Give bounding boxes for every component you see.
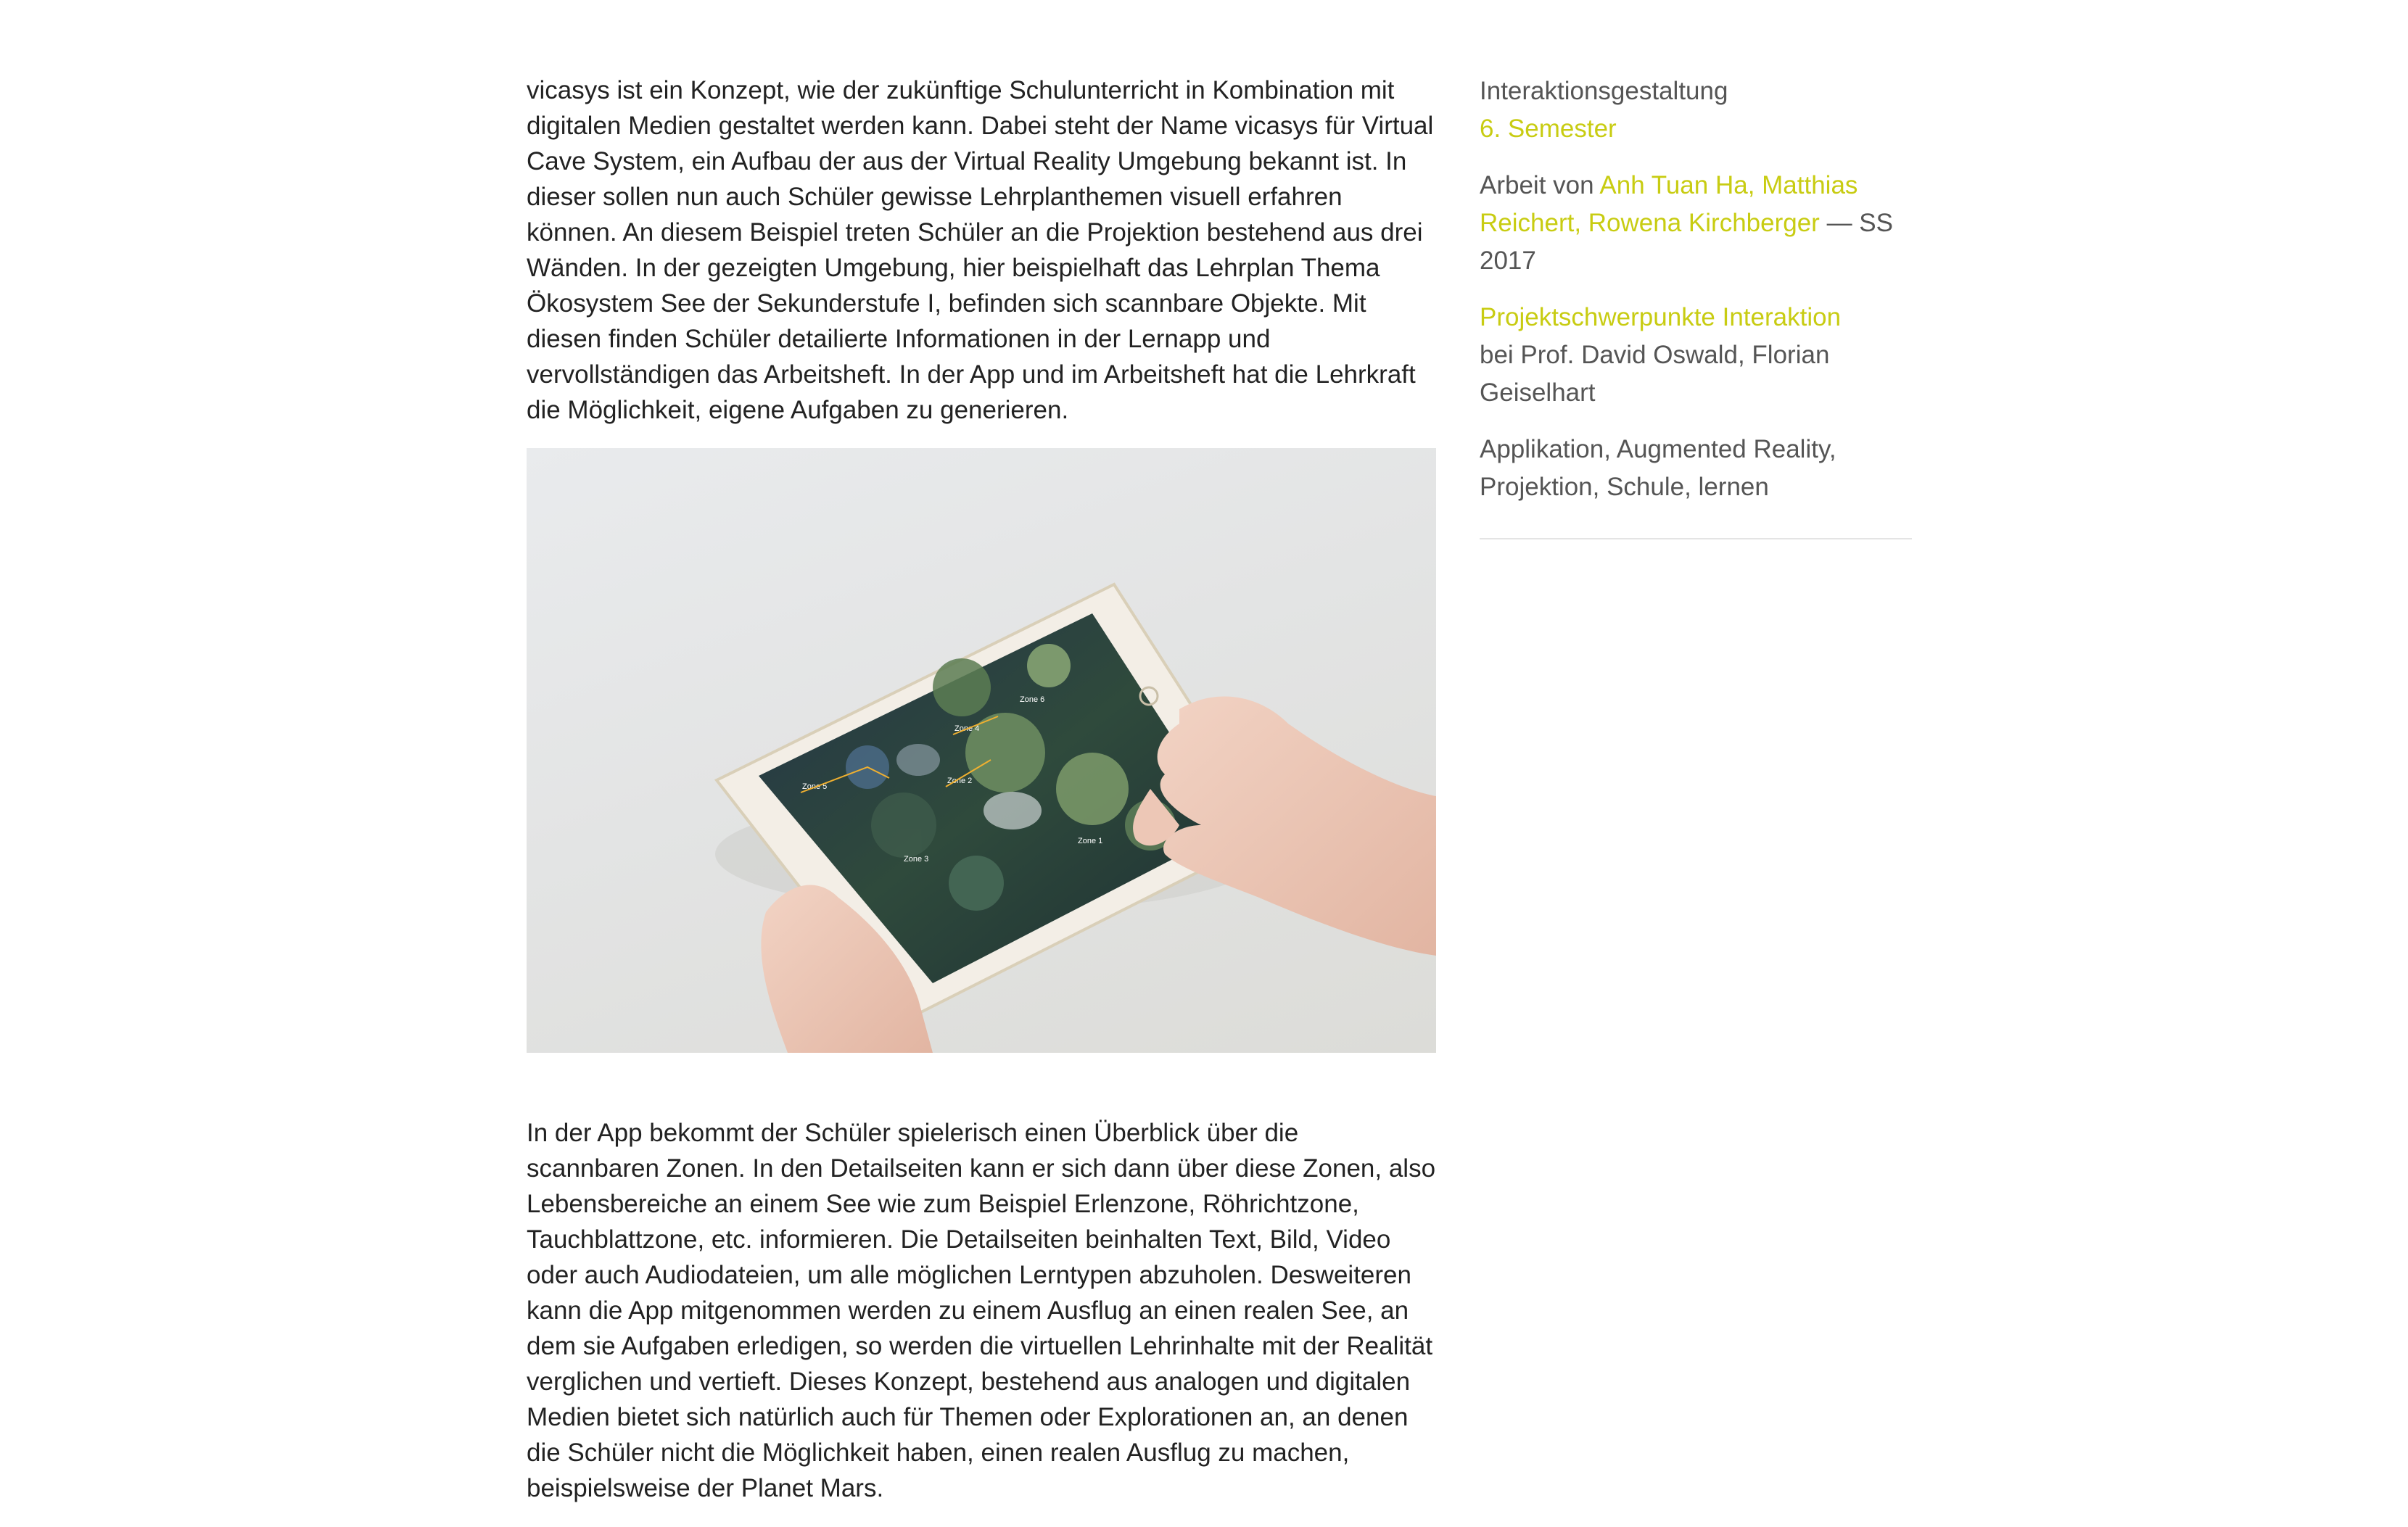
- work-by-label: Arbeit von: [1480, 171, 1594, 199]
- course-link[interactable]: Projektschwerpunkte Interaktion: [1480, 303, 1842, 331]
- teachers-label: bei Prof. David Oswald, Florian Geiselhart: [1480, 341, 1830, 407]
- second-paragraph: In der App bekommt der Schüler spielerisch einen Überblick über die scannbaren Zonen. In den Detailseiten kann er sich dann über diese Zonen, also Lebensbereiche an einem See wie zum Beispiel Erlenzone, Röhrichtzone, Tauchblattzone, etc. informieren. Die Detailseiten beinhalten Text, Bild, Video oder auch Audiodateien, um alle möglichen Lerntypen abzuholen. Desweiteren kann die App mitgenommen werden zu einem Ausflug an einen realen See, an dem sie Aufgaben erledigen, so werden die virtuellen Lehrinhalte mit der Realität verglichen und vertieft. Dieses Konzept, bestehend aus analogen und digitalen Medien bietet sich natürlich auch für Themen oder Explorationen an, an denen die Schüler nicht die Möglichkeit haben, einen realen Ausflug zu machen, beispielsweise der Planet Mars.: [527, 1119, 1436, 1502]
- tags: Applikation, Augmented Reality, Projektion, Schule, lernen: [1480, 435, 1836, 501]
- sidebar-divider: [1480, 538, 1912, 539]
- zone-label: Zone 2: [947, 777, 973, 785]
- semester-link[interactable]: 6. Semester: [1480, 115, 1617, 143]
- credits: [1480, 167, 1912, 280]
- study-info: [1480, 73, 1912, 148]
- project-main-content: [527, 73, 1436, 1506]
- zone-label: Zone 3: [904, 855, 929, 864]
- authors-link[interactable]: Anh Tuan Ha, Matthias Reichert, Rowena Kirchberger: [1480, 171, 1858, 237]
- zone-label: Zone 6: [1020, 695, 1045, 704]
- discipline-label: Interaktionsgestaltung: [1480, 77, 1728, 105]
- intro-paragraph: vicasys ist ein Konzept, wie der zukünftige Schulunterricht in Kombination mit digitalen Medien gestaltet werden kann. Dabei steht der Name vicasys für Virtual Cave System, ein Aufbau der aus der Virtual Reality Umgebung bekannt ist. In dieser sollen nun auch Schüler gewisse Lehrplanthemen visuell erfahren können. An diesem Beispiel treten Schüler an die Projektion bestehend aus drei Wänden. In der gezeigten Umgebung, hier beispielhaft das Lehrplan Thema Ökosystem See der Sekunderstufe I, befinden sich scannbare Objekte. Mit diesen finden Schüler detailierte Informationen in der Lernapp und vervollständigen das Arbeitsheft. In der App und im Arbeitsheft hat die Lehrkraft die Möglichkeit, eigene Aufgaben zu generieren.: [527, 76, 1434, 424]
- project-photo: [527, 448, 1436, 1053]
- project-meta-sidebar: [1480, 73, 1912, 539]
- zone-label: Zone 1: [1078, 837, 1103, 845]
- zone-label: Zone 5: [802, 782, 828, 791]
- zone-label: Zone 4: [954, 724, 980, 733]
- term-label: — SS 2017: [1480, 209, 1893, 275]
- course-info: [1480, 299, 1912, 412]
